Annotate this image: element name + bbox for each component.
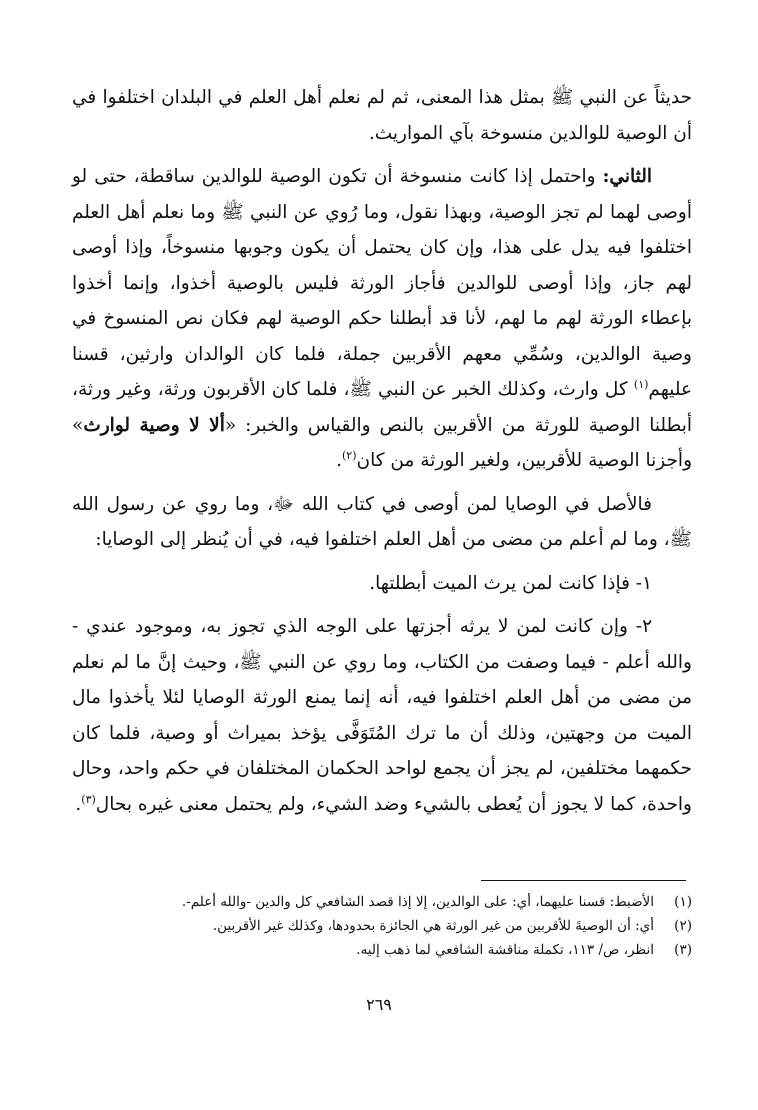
paragraph-1-text: حديثاً عن النبي ﷺ بمثل هذا المعنى، ثم لم نعلم أهل العلم في البلدان اختلفوا في أن الوصية للوالدين منسوخة بآي المواريث. (72, 87, 692, 144)
hadith-quote: ألا لا وصية لوارث (83, 414, 225, 436)
footnote-1-text: الأضبط: قسنا عليهما، أي: على الوالدين، إلا إذا قصد الشافعي كل والدين -والله أعلم-. (181, 894, 654, 910)
paragraph-5-text: ٢- وإن كانت لمن لا يرثه أجزتها على الوجه الذي تجوز به، وموجود عندي - والله أعلم - فيما وصفت من الكتاب، وما روي عن النبي ﷺ، وحيث إنَّ ما لم نعلم من مضى من أهل العلم اختلفوا فيه، أنه إنما يمنع الورثة الوصايا لئلا يأخذوا مال الميت من وجهتين، وذلك أن ما ترك المُتَوَفَّى يؤخذ بميراث أو وصية، فلما كان حكمهما مختلفين، لم يجز أن يجمع لواحد الحكمان المختلفان في حكم واحد، وحال واحدة، كما لا يجوز أن يُعطى بالشيء وضد الشيء، ولم يحتمل معنى غيره بحال (72, 616, 692, 815)
paragraph-4 (72, 566, 692, 602)
paragraph-3-text: فالأصل في الوصايا لمن أوصى في كتاب الله ﷻ، وما روي عن رسول الله ﷺ، وما لم أعلم من مضى من أهل العلم اختلفوا فيه، في أن يُنظر إلى الوصايا: (72, 493, 692, 550)
footnote-2-text: أي: أن الوصيةَ للأقربين من غير الورثة هي الجائزة بحدودها، وكذلك غير الأقربين. (212, 918, 654, 934)
paragraph-2-text-3: » وأجزنا الوصية للأقربين، ولغير الورثة من كان (72, 414, 692, 471)
footnote-3-text: انظر، ص/ ١١٣، تكملة مناقشة الشافعي لما ذهب إليه. (356, 942, 654, 958)
page-body (72, 80, 692, 830)
footnote-1-number: (١) (674, 894, 692, 910)
paragraph-2-text-2: كل وارث، وكذلك الخبر عن النبي ﷺ، فلما كان الأقربون ورثة، وغير ورثة، أبطلنا الوصية للورثة من الأقربين بالنص والقياس والخبر: « (72, 379, 692, 436)
footnote-ref-1[interactable]: (١) (633, 377, 649, 391)
footnote-3-number: (٣) (674, 942, 692, 958)
page-number: ٢٦٩ (366, 995, 392, 1014)
footnote-ref-2[interactable]: (٢) (342, 448, 357, 462)
paragraph-2-text: واحتمل إذا كانت منسوخة أن تكون الوصية للوالدين ساقطة، حتى لو أوصى لهما لم تجز الوصية، وبهذا نقول، وما رُوي عن النبي ﷺ وما نعلم أهل العلم اختلفوا فيه يدل على هذا، وإن كان يحتمل أن يكون وجوبها منسوخاً، وإذا أوصى لهم جاز، وإذا أوصى للوالدين فأجاز الورثة فليس بالوصية أخذوا، وإنما أخذوا بإعطاء الورثة لهم ما لهم، لأنا قد أبطلنا حكم الوصية لهم فكان نص المنسوخ في وصية الوالدين، وسُمِّي معهم الأقربين جملة، فلما كان الوالدان وارثين، قسنا عليهم (72, 166, 692, 400)
footnote-2-number: (٢) (674, 918, 692, 934)
footnote-3 (72, 938, 692, 962)
footnote-2 (72, 914, 692, 938)
paragraph-5-text-2: . (75, 793, 82, 815)
footnote-divider (481, 880, 686, 881)
paragraph-4-text: ١- فإذا كانت لمن يرث الميت أبطلتها. (369, 572, 652, 594)
footnote-1 (72, 890, 692, 914)
paragraph-2-lead: الثاني: (602, 166, 652, 187)
paragraph-2-text-4: . (336, 450, 342, 471)
paragraph-5 (72, 609, 692, 822)
footnotes (72, 890, 692, 962)
paragraph-3 (72, 487, 692, 558)
paragraph-2 (72, 159, 692, 479)
footnote-ref-3[interactable]: (٣) (81, 792, 96, 806)
paragraph-1 (72, 80, 692, 151)
